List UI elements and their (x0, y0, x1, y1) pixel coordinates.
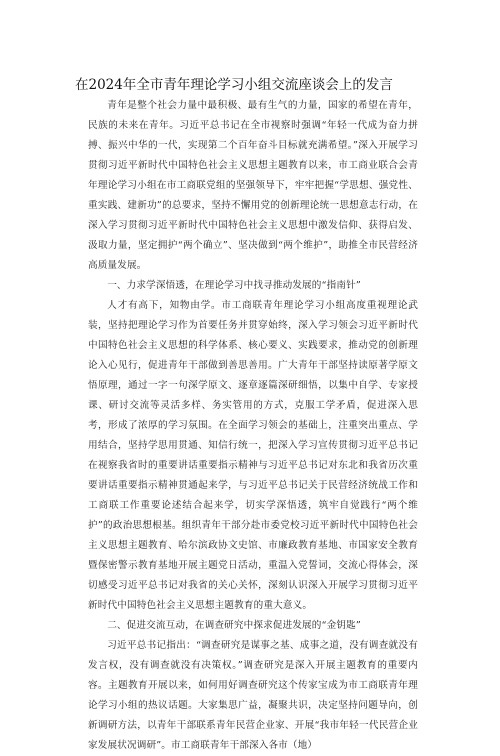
paragraph-intro: 青年是整个社会力量中最积极、最有生气的力量，国家的希望在青年，民族的未来在青年。习近平总书记在全市视察时强调“年轻一代成为奋力拼搏、振兴中华的一代，实现第二个百年奋斗目标就充满希望。”深入开展学习贯彻习近平新时代中国特色社会主义思想主题教育以来，市工商业联合会青年理论学习小组在市工商联党组的坚强领导下，牢牢把握“学思想、强党性、重实践、建新功”的总要求，坚持不懈用党的创新理论统一思想意志行动，在深入学习贯彻习近平新时代中国特色社会主义思想中激发信仰、获得启发、汲取力量，坚定拥护“两个确立”、坚决做到“两个维护”，助推全市民营经济高质量发展。 (88, 100, 418, 271)
paragraph-section-1: 人才有高下，知物由学。市工商联青年理论学习小组高度重视理论武装，坚持把理论学习作为首要任务并贯穿始终，深入学习领会习近平新时代中国特色社会主义思想的科学体系、核心要义、实践要求，推动党的创新理论入心见行，促进青年干部做到善思善用。广大青年干部坚持读原著学原文悟原理，通过一字一句深学原文、逐章逐篇深研细悟，以集中自学、专家授课、研讨交流等灵活多样、务实管用的方式，克服工学矛盾，促进深入思考，形成了浓厚的学习氛围。在全面学习领会的基础上，注重突出重点、学用结合，坚持学思用贯通、知信行统一，把深入学习宣传贯彻习近平总书记在视察我省时的重要讲话重要指示精神与习近平总书记对东北和我省历次重要讲话重要指示精神贯通起来学，与习近平总书记关于民营经济统战工作和工商联工作重要论述结合起来学，切实学深悟透，筑牢自觉践行“两个维护”的政治思想根基。组织青年干部分赴市委党校习近平新时代中国特色社会主义思想主题教育、哈尔滨政协文史馆、市廉政教育基地、市国家安全教育暨保密警示教育基地开展主题党日活动，重温入党誓词，交流心得体会，深切感受习近平总书记对我省的关心关怀，深刻认识深入开展学习贯彻习近平新时代中国特色社会主义思想主题教育的重大意义。 (88, 300, 418, 611)
document-body (88, 96, 418, 756)
section-heading-2: 二、促进交流互动，在调查研究中探求促进发展的“金钥匙” (107, 620, 361, 631)
document-title: 在2024年全市青年理论学习小组交流座谈会上的发言 (75, 77, 393, 93)
paragraph-section-2: 习近平总书记指出：“调查研究是谋事之基、成事之道，没有调查就没有发言权，没有调查就没有决策权。”调查研究是深入开展主题教育的重要内容。主题教育开展以来，如何用好调查研究这个传家宝成为市工商联青年理论学习小组的热议话题。大家集思广益，凝聚共识，决定坚持问题导向，创新调研方法，以青年干部联系青年民营企业家、开展“我市年轻一代民营企业家发展状况调研”。市工商联青年干部深入各市（地） (88, 640, 418, 751)
section-heading-1: 一、力求学深悟透，在理论学习中找寻推动发展的“指南针” (107, 280, 361, 291)
